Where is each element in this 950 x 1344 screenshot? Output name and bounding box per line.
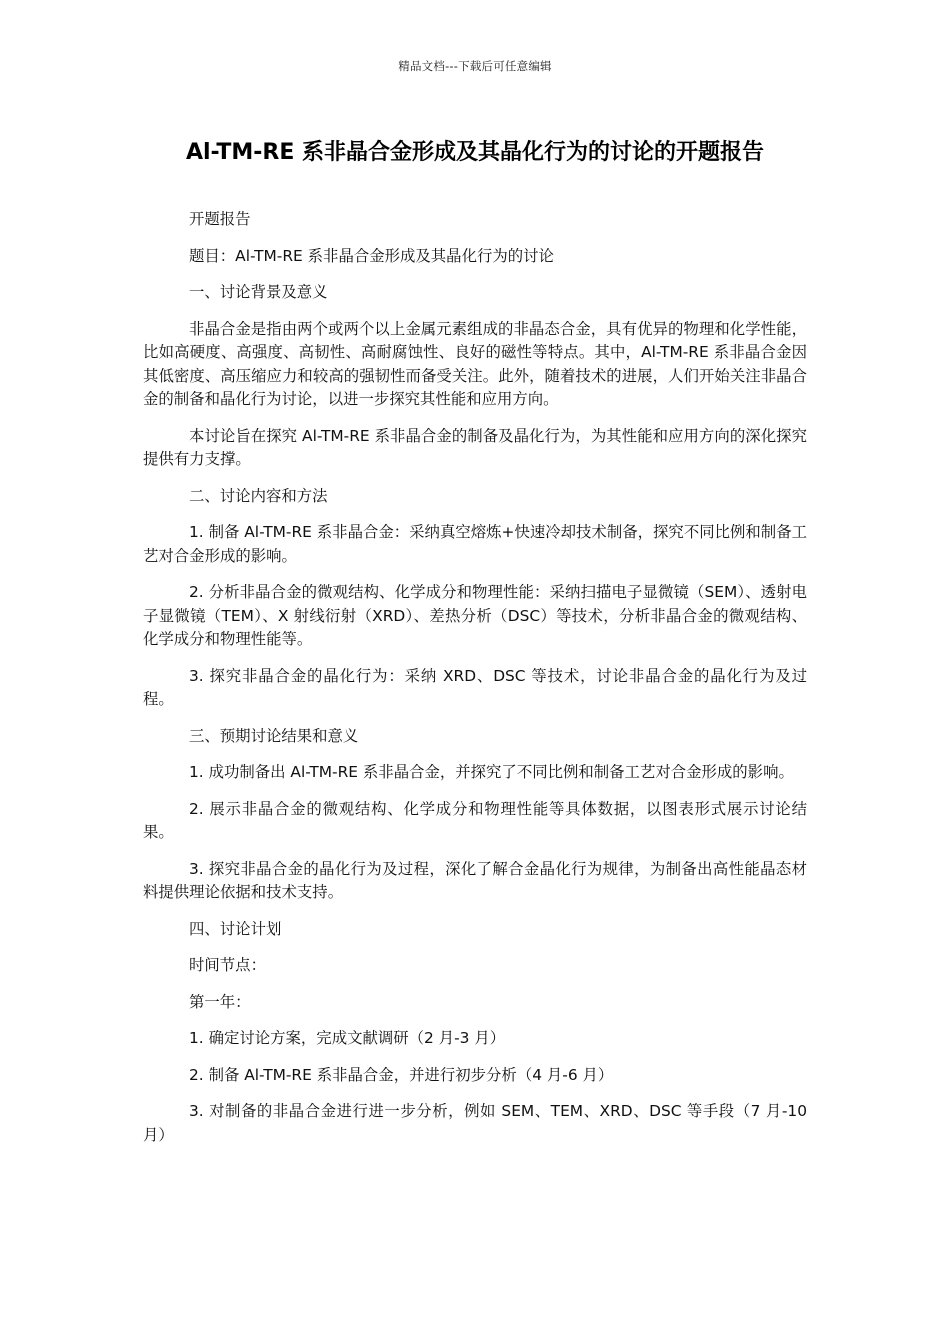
paragraph-timeline-label: 时间节点： — [189, 956, 266, 974]
method-item-3: 3. 探究非晶合金的晶化行为：采纳 XRD、DSC 等技术，讨论非晶合金的晶化行为及过程。 — [143, 666, 807, 708]
paragraph-background: 非晶合金是指由两个或两个以上金属元素组成的非晶态合金，具有优异的物理和化学性能，比如高硬度、高强度、高韧性、高耐腐蚀性、良好的磁性等特点。其中，Al-TM-RE 系非晶合金因其低密度、高压缩应力和较高的强韧性而备受关注。此外，随着技术的进展，人们开始关注非晶合金的制备和晶化行为讨论，以进一步探究其性能和应用方向。 — [143, 319, 807, 408]
plan-item-2: 2. 制备 Al-TM-RE 系非晶合金，并进行初步分析（4 月-6 月） — [189, 1065, 614, 1084]
section-heading-results: 三、预期讨论结果和意义 — [189, 726, 359, 745]
paragraph-report-label: 开题报告 — [189, 210, 251, 228]
document-title: Al-TM-RE 系非晶合金形成及其晶化行为的讨论的开题报告 — [185, 140, 765, 165]
paragraph-purpose: 本讨论旨在探究 Al-TM-RE 系非晶合金的制备及晶化行为，为其性能和应用方向的深化探究提供有力支撑。 — [143, 426, 807, 468]
plan-item-1: 1. 确定讨论方案，完成文献调研（2 月-3 月） — [189, 1029, 506, 1047]
result-item-2: 2. 展示非晶合金的微观结构、化学成分和物理性能等具体数据，以图表形式展示讨论结果。 — [143, 799, 807, 841]
paragraph-topic: 题目：Al-TM-RE 系非晶合金形成及其晶化行为的讨论 — [189, 246, 554, 265]
paragraph-first-year: 第一年： — [189, 992, 251, 1011]
section-heading-methods: 二、讨论内容和方法 — [189, 486, 328, 505]
document-body — [143, 208, 807, 1160]
method-item-2: 2. 分析非晶合金的微观结构、化学成分和物理性能：采纳扫描电子显微镜（SEM）、透射电子显微镜（TEM）、X 射线衍射（XRD）、差热分析（DSC）等技术，分析非晶合金的微观结构、化学成分和物理性能等。 — [143, 583, 807, 648]
result-item-3: 3. 探究非晶合金的晶化行为及过程，深化了解合金晶化行为规律，为制备出高性能晶态材料提供理论依据和技术支持。 — [143, 859, 807, 901]
page-header-note: 精品文档---下载后可任意编辑 — [398, 59, 552, 73]
section-heading-plan: 四、讨论计划 — [189, 919, 282, 938]
method-item-1: 1. 制备 Al-TM-RE 系非晶合金：采纳真空熔炼+快速冷却技术制备，探究不同比例和制备工艺对合金形成的影响。 — [143, 523, 807, 565]
plan-item-3: 3. 对制备的非晶合金进行进一步分析，例如 SEM、TEM、XRD、DSC 等手段（7 月-10 月） — [143, 1102, 807, 1144]
result-item-1: 1. 成功制备出 Al-TM-RE 系非晶合金，并探究了不同比例和制备工艺对合金形成的影响。 — [189, 763, 794, 781]
section-heading-background: 一、讨论背景及意义 — [189, 283, 328, 301]
